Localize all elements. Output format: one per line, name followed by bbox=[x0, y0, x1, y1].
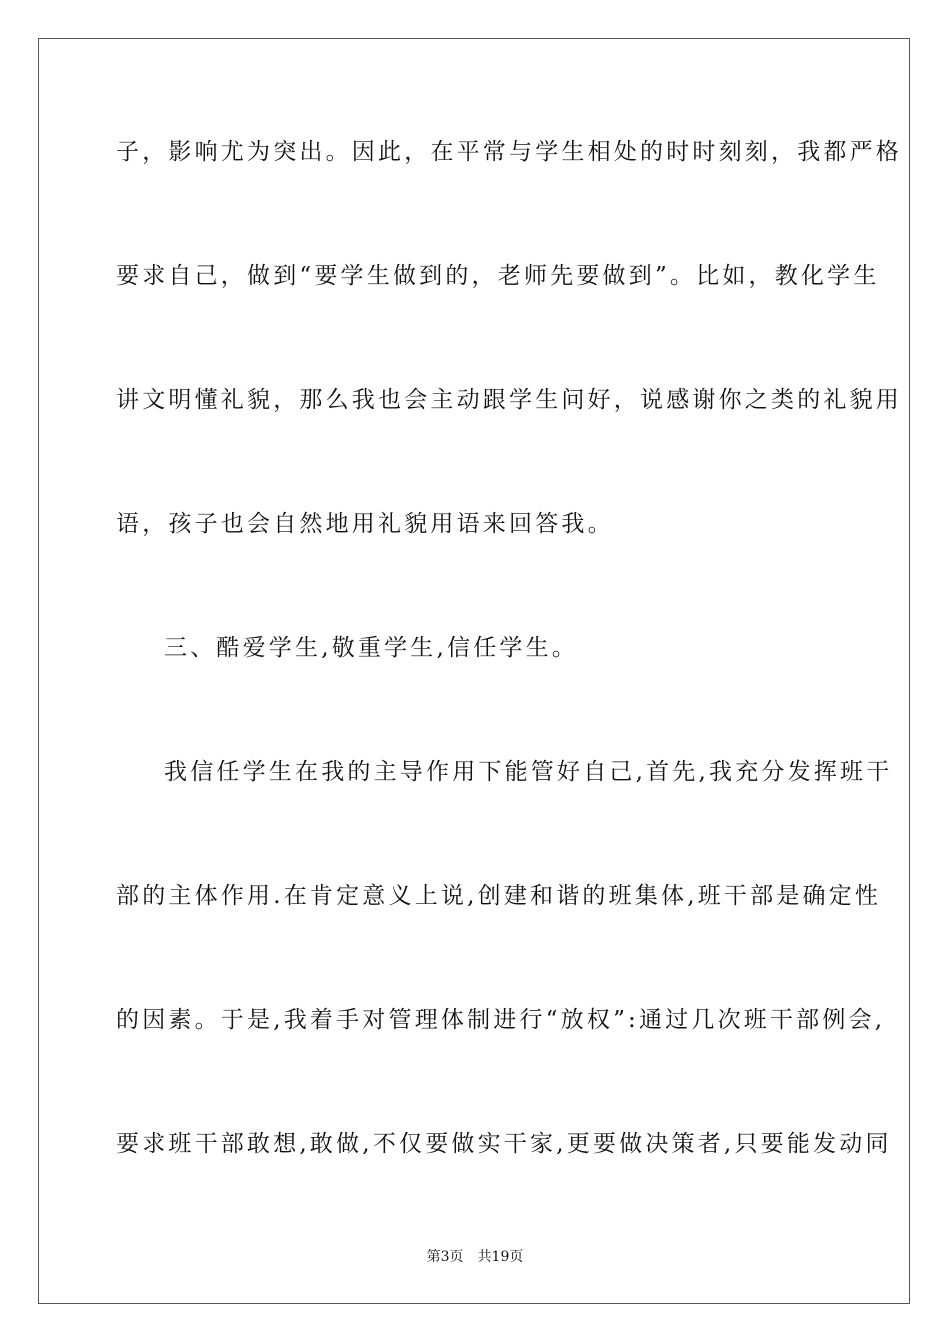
body-line-9: 要求班干部敢想,敢做,不仅要做实干家,更要做决策者,只要能发动同 bbox=[116, 1131, 892, 1157]
page-footer bbox=[0, 1248, 950, 1266]
body-line-6: 我信任学生在我的主导作用下能管好自己,首先,我充分发挥班干 bbox=[164, 759, 893, 785]
body-line-8: 的因素。于是,我着手对管理体制进行“放权”:通过几次班干部例会, bbox=[116, 1007, 886, 1033]
section-heading: 三、酷爱学生,敬重学生,信任学生。 bbox=[164, 635, 579, 661]
body-line-7: 部的主体作用.在肯定意义上说,创建和谐的班集体,班干部是确定性 bbox=[116, 883, 882, 909]
page-number: 第3页 bbox=[426, 1249, 464, 1265]
page-border bbox=[38, 38, 910, 1304]
body-line-3: 讲文明懂礼貌，那么我也会主动跟学生问好，说感谢你之类的礼貌用 bbox=[116, 387, 902, 413]
body-line-2: 要求自己，做到“要学生做到的，老师先要做到”。比如，教化学生 bbox=[116, 263, 880, 289]
page-total: 共19页 bbox=[477, 1249, 524, 1265]
body-line-1: 子，影响尤为突出。因此，在平常与学生相处的时时刻刻，我都严格 bbox=[116, 139, 902, 165]
body-line-4: 语，孩子也会自然地用礼貌用语来回答我。 bbox=[116, 511, 614, 537]
